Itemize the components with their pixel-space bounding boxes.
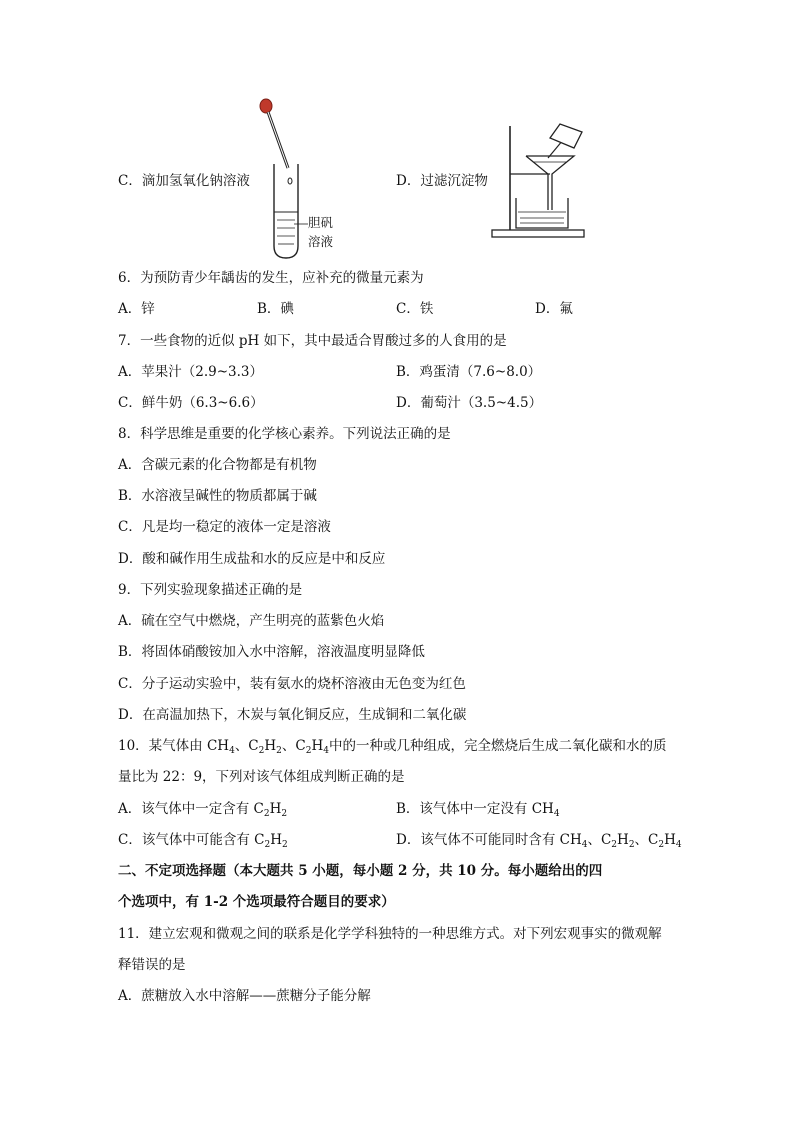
stand-base — [492, 230, 584, 237]
dropper-bulb — [260, 99, 272, 113]
section-2-heading-line-2: 个选项中，有 1-2 个选项最符合题目的要求） — [118, 894, 395, 910]
q6-option-c: C．铁 — [396, 301, 434, 317]
q6-option-a: A．锌 — [118, 301, 155, 317]
q10-option-c: C．该气体中可能含有 $C_2H_2$ — [118, 832, 288, 850]
q10-option-a: A．该气体中一定含有 $C_2H_2$ — [118, 801, 288, 819]
drop — [288, 178, 292, 184]
receiving-beaker — [516, 198, 568, 228]
q7-option-d: D．葡萄汁（3.5~4.5） — [396, 395, 543, 411]
q10-stem-line-1: 10．某气体由 $CH_4$、$C_2H_2$、$C_2H_4$中的一种或几种组成，完全燃烧后生成二氧化碳和水的质 — [118, 738, 667, 756]
q9-option-b: B．将固体硝酸铵加入水中溶解，溶液温度明显降低 — [118, 644, 425, 660]
q7-option-b: B．鸡蛋清（7.6~8.0） — [396, 364, 542, 380]
tube-label-1: 胆矾 — [308, 215, 334, 230]
q6-option-b: B．碘 — [257, 301, 294, 317]
q10-stem-line-2: 量比为 22：9，下列对该气体组成判断正确的是 — [118, 769, 405, 785]
section-2-heading-line-1: 二、不定项选择题（本大题共 5 小题，每小题 2 分，共 10 分。每小题给出的四 — [118, 863, 603, 879]
q8-option-d: D．酸和碱作用生成盐和水的反应是中和反应 — [118, 551, 386, 567]
q9-option-a: A．硫在空气中燃烧，产生明亮的蓝紫色火焰 — [118, 613, 385, 629]
q8-option-c: C．凡是均一稳定的液体一定是溶液 — [118, 519, 331, 535]
q9-option-d: D．在高温加热下，木炭与氧化铜反应，生成铜和二氧化碳 — [118, 707, 467, 723]
q11-option-a: A．蔗糖放入水中溶解——蔗糖分子能分解 — [118, 988, 371, 1004]
q7-option-a: A．苹果汁（2.9~3.3） — [118, 364, 263, 380]
q6-stem: 6．为预防青少年龋齿的发生，应补充的微量元素为 — [118, 270, 424, 286]
q11-stem-line-1: 11．建立宏观和微观之间的联系是化学学科独特的一种思维方式。对下列宏观事实的微观解 — [118, 926, 662, 942]
q6-option-d: D．氟 — [535, 301, 573, 317]
q8-option-a: A．含碳元素的化合物都是有机物 — [118, 457, 317, 473]
q9-option-c: C．分子运动实验中，装有氨水的烧杯溶液由无色变为红色 — [118, 676, 466, 692]
q10-option-d: D．该气体不可能同时含有 $CH_4$、$C_2H_2$、$C_2H_4$ — [396, 832, 682, 850]
tube-label-2: 溶液 — [308, 234, 334, 249]
funnel — [526, 156, 574, 210]
q11-stem-line-2: 释错误的是 — [118, 957, 186, 973]
filtration-apparatus-figure — [490, 122, 620, 242]
option-d-label: D．过滤沉淀物 — [396, 173, 488, 189]
q7-option-c: C．鲜牛奶（6.3~6.6） — [118, 395, 264, 411]
pouring-beaker — [550, 124, 582, 148]
q9-stem: 9．下列实验现象描述正确的是 — [118, 582, 303, 598]
q10-option-b: B．该气体中一定没有 $CH_4$ — [396, 801, 560, 819]
q8-stem: 8．科学思维是重要的化学核心素养。下列说法正确的是 — [118, 426, 451, 442]
option-c-label: C．滴加氢氧化钠溶液 — [118, 173, 250, 189]
q8-option-b: B．水溶液呈碱性的物质都属于碱 — [118, 488, 317, 504]
q7-stem: 7．一些食物的近似 pH 如下，其中最适合胃酸过多的人食用的是 — [118, 333, 507, 349]
